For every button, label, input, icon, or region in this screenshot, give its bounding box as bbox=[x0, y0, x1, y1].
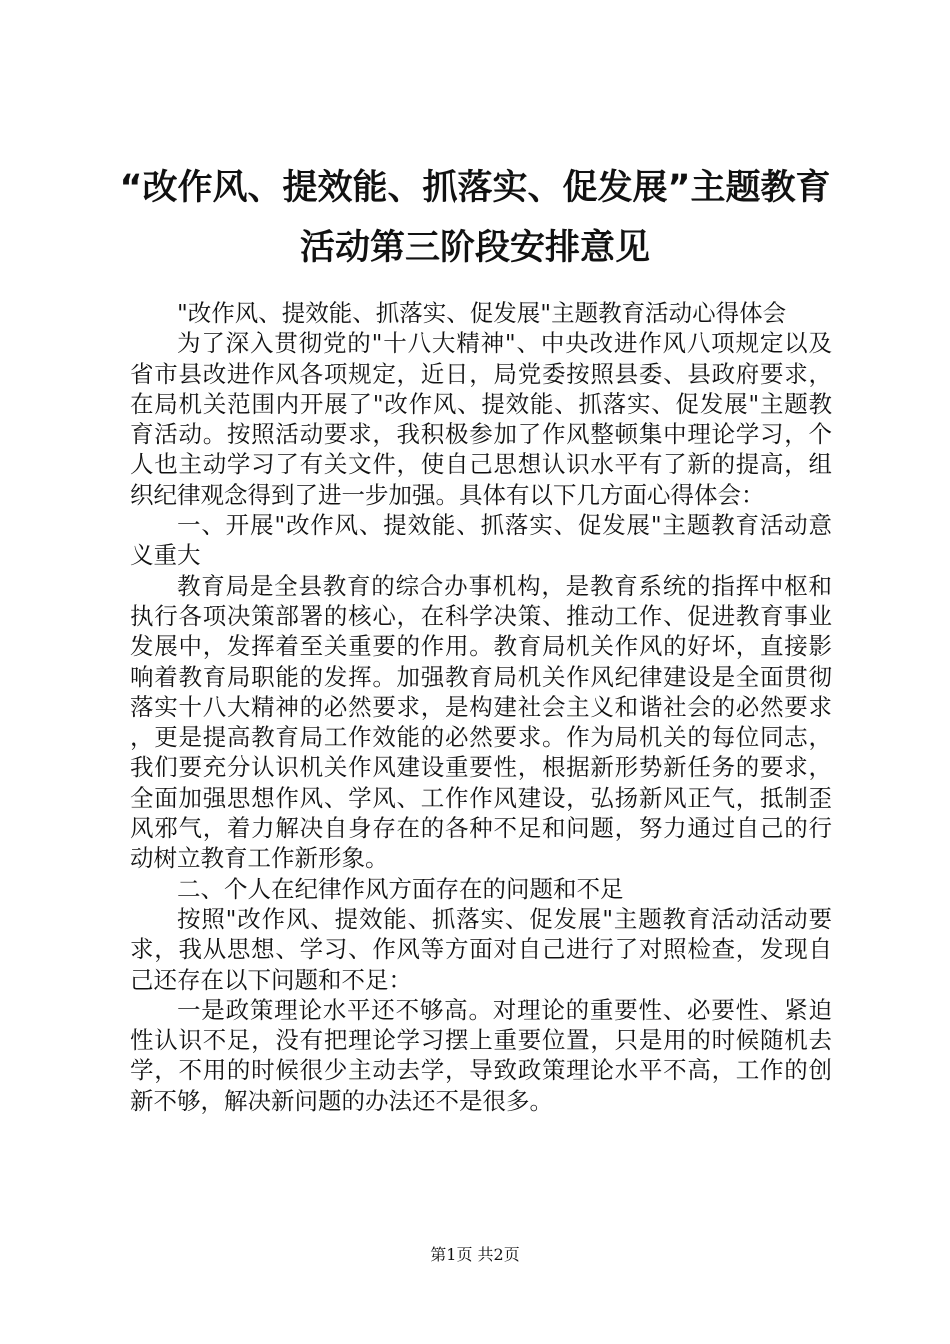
paragraph-subtitle: "改作风、提效能、抓落实、促发展"主题教育活动心得体会 bbox=[177, 299, 787, 327]
document-body bbox=[130, 298, 832, 1116]
paragraph-section-1: 教育局是全县教育的综合办事机构，是教育系统的指挥中枢和执行各项决策部署的核心，在科学决策、推动工作、促进教育事业发展中，发挥着至关重要的作用。教育局机关作风的好坏，直接影响着教育局职能的发挥。加强教育局机关作风纪律建设是全面贯彻落实十八大精神的必然要求，是构建社会主义和谐社会的必然要求，更是提高教育局工作效能的必然要求。作为局机关的每位同志，我们要充分认识机关作风建设重要性，根据新形势新任务的要求，全面加强思想作风、学风、工作作风建设，弘扬新风正气，抵制歪风邪气，着力解决自身存在的各种不足和问题，努力通过自己的行动树立教育工作新形象。 bbox=[130, 571, 832, 873]
document-title: “改作风、提效能、抓落实、促发展”主题教育活动第三阶段安排意见 bbox=[119, 168, 831, 268]
section-heading-1: 一、开展"改作风、提效能、抓落实、促发展"主题教育活动意义重大 bbox=[130, 511, 832, 570]
page-footer: 第1页 共2页 bbox=[430, 1245, 520, 1264]
paragraph-section-2: 按照"改作风、提效能、抓落实、促发展"主题教育活动活动要求，我从思想、学习、作风等方面对自己进行了对照检查，发现自己还存在以下问题和不足： bbox=[130, 904, 832, 994]
paragraph-intro: 为了深入贯彻党的"十八大精神"、中央改进作风八项规定以及省市县改进作风各项规定，近日，局党委按照县委、县政府要求，在局机关范围内开展了"改作风、提效能、抓落实、促发展"主题教育活动。按照活动要求，我积极参加了作风整顿集中理论学习，个人也主动学习了有关文件，使自己思想认识水平有了新的提高，组织纪律观念得到了进一步加强。具体有以下几方面心得体会： bbox=[130, 329, 832, 509]
paragraph-point-1: 一是政策理论水平还不够高。对理论的重要性、必要性、紧迫性认识不足，没有把理论学习摆上重要位置，只是用的时候随机去学，不用的时候很少主动去学，导致政策理论水平不高，工作的创新不够，解决新问题的办法还不是很多。 bbox=[130, 995, 832, 1115]
section-heading-2: 二、个人在纪律作风方面存在的问题和不足 bbox=[177, 874, 624, 903]
